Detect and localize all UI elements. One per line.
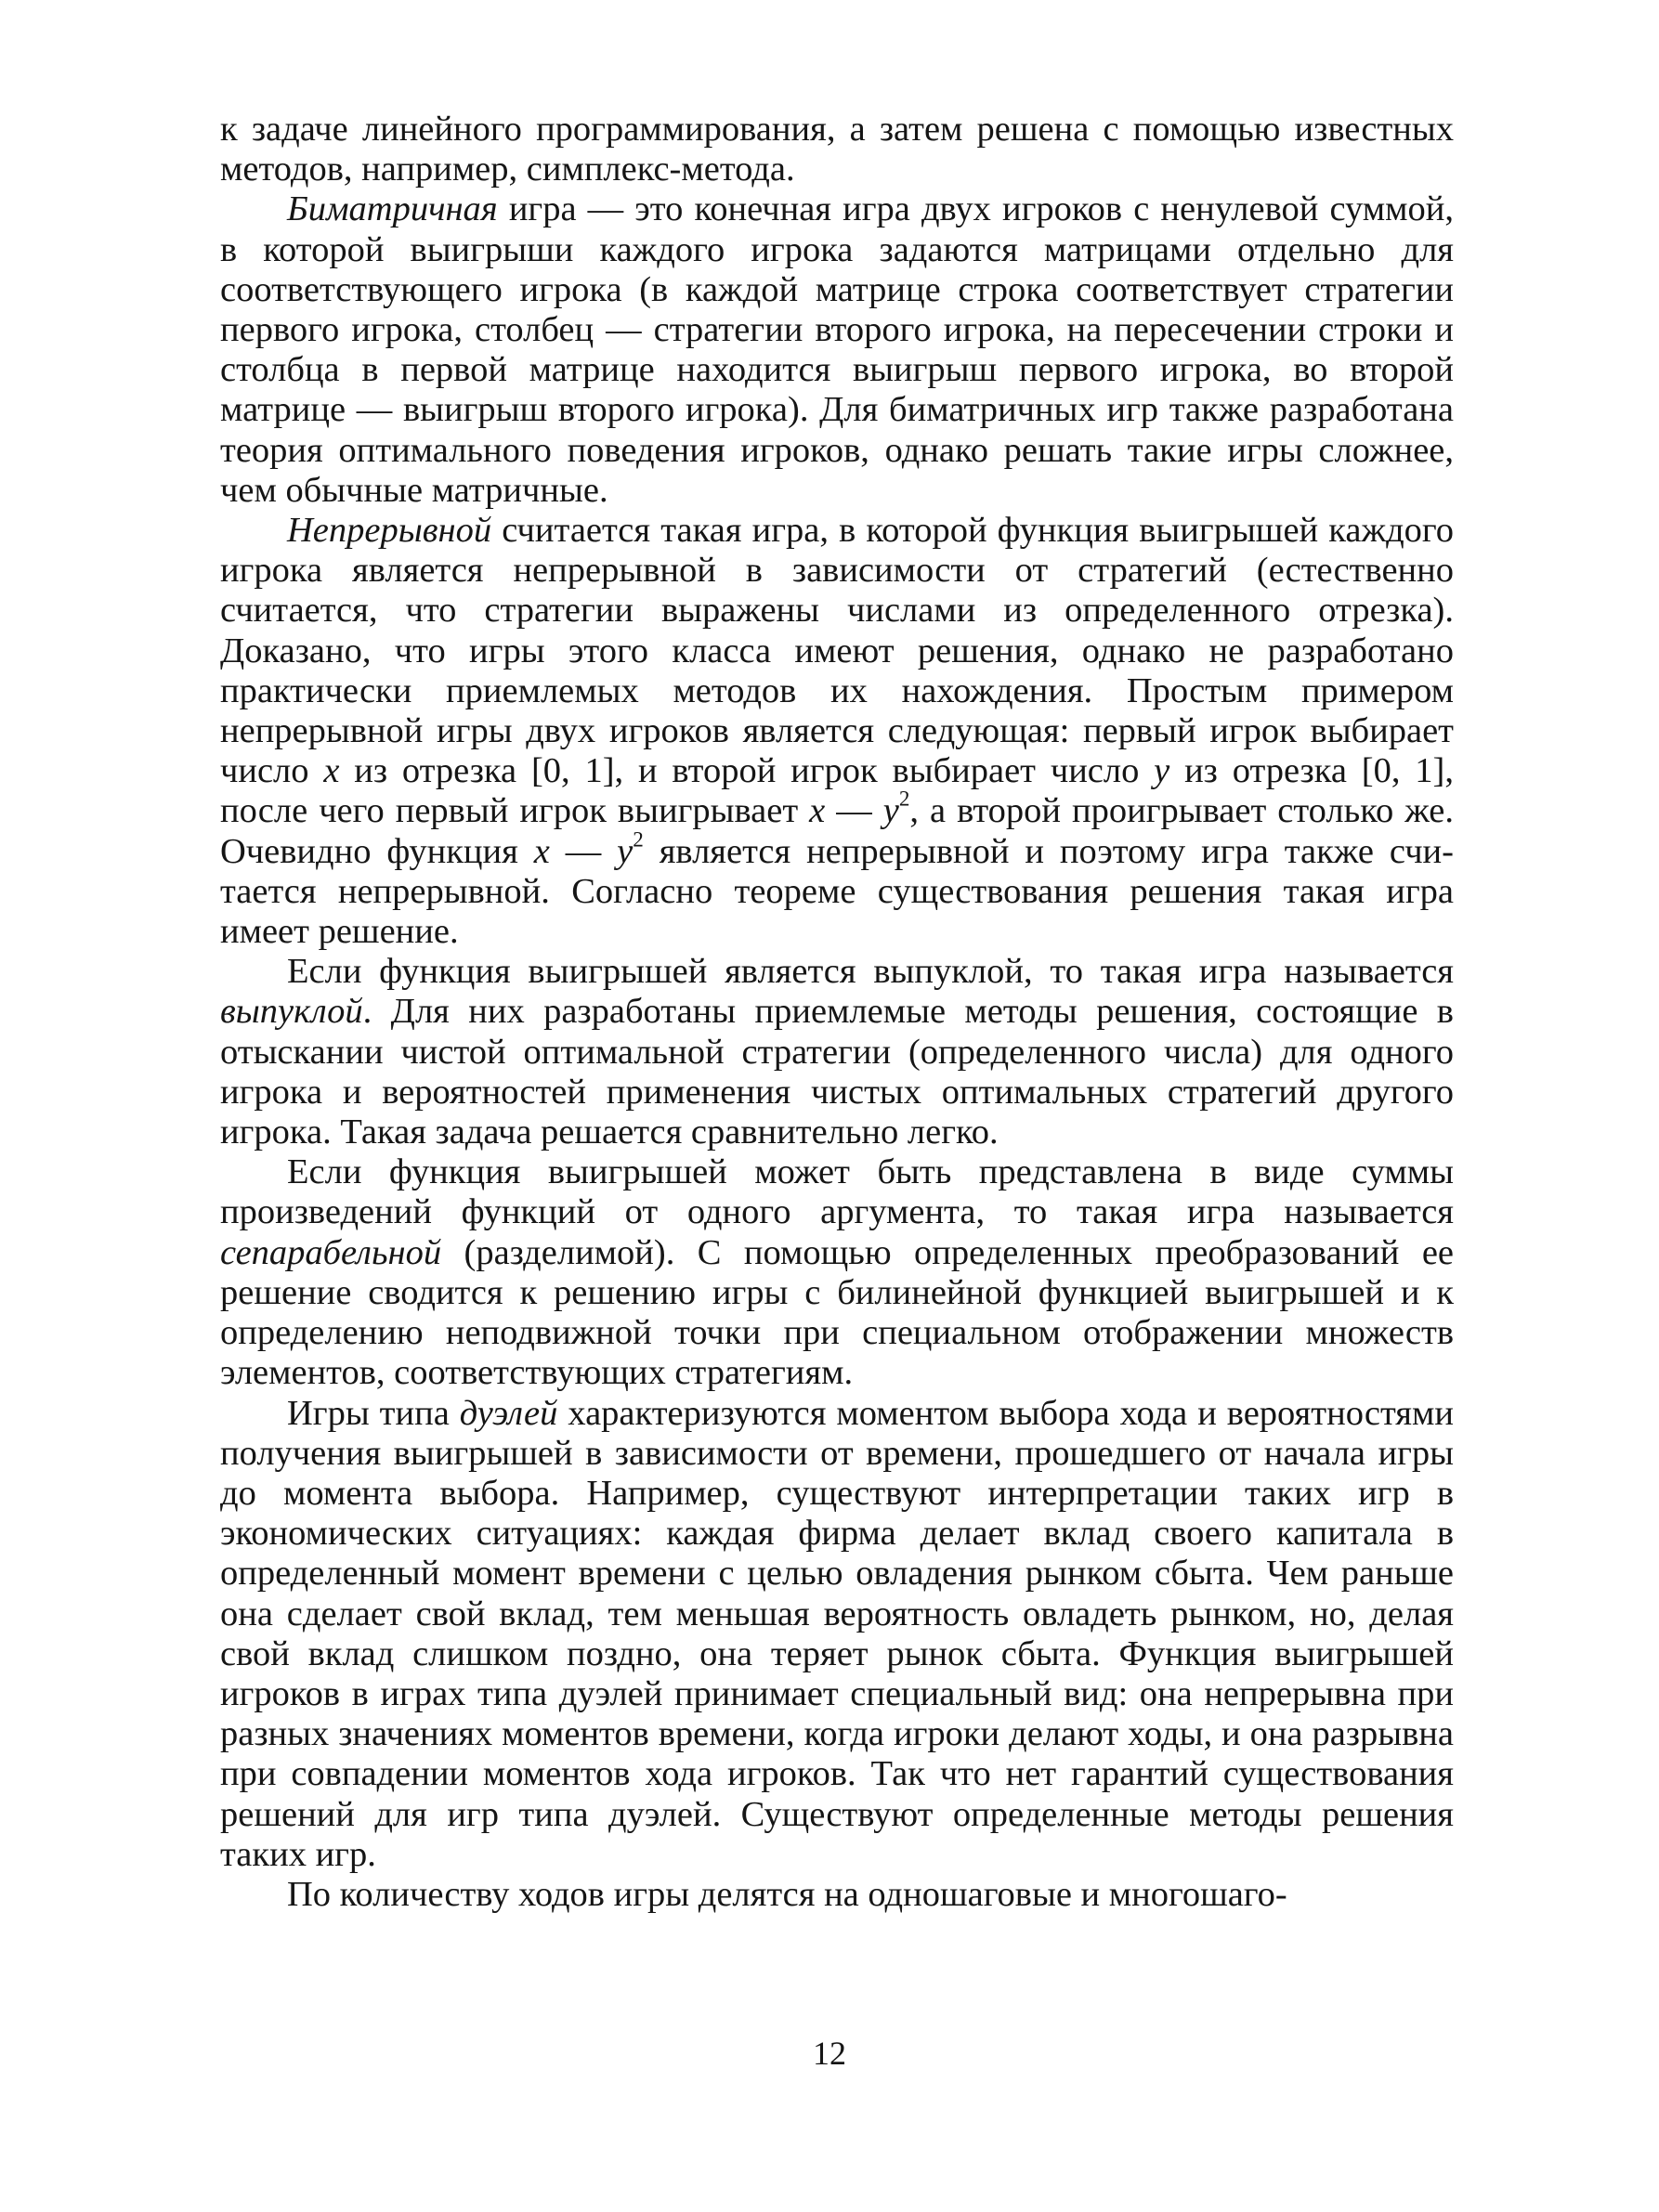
text-run: Если функция выигрышей может быть представлена в виде суммы произведений функций от одного аргумента, то такая игра называется (220, 1152, 1454, 1232)
term-bimatrix: Биматричная (287, 189, 498, 229)
paragraph-duel-games (220, 1394, 1454, 1875)
math-variable: y (882, 791, 899, 831)
text-run: , а второй проигрывает столько же. Очевидно функция (220, 791, 1454, 871)
text-run: (разделимой). С помощью определенных преобразований ее решение сводится к решению игры с билинейной функцией выигрышей и к определению неподвижной точки при специальном отображении множеств элементов, соответствующих стратегиям. (220, 1232, 1454, 1393)
page-number: 12 (813, 2035, 846, 2072)
math-exponent: 2 (898, 787, 910, 812)
text-run: из отрезка [0, 1], и второй игрок выбирает число (339, 751, 1155, 791)
term-convex: выпуклой (220, 992, 363, 1032)
math-variable: x (809, 791, 826, 831)
math-operator: — (825, 791, 883, 831)
paragraph-number-of-moves (220, 1875, 1454, 1915)
math-variable: y (617, 831, 634, 871)
text-run: Если функция выигрышей является выпуклой, то такая игра называется (287, 952, 1454, 992)
text-run: игра — это конечная игра двух игроков с ненулевой суммой, в которой выигрыши каждого игрока задаются матрицами отдельно для соответствующего игрока (в каждой матрице строка соответствует стратегии первого игрока, столбец — стратегии второго игрока, на пересечении строки и столбца в первой матрице находится выигрыш первого игрока, во второй матрице — выигрыш второго игрока). Для биматричных игр также разработана теория оптимального поведения игроков, однако решать такие игры сложнее, чем обычные матричные. (220, 189, 1454, 510)
term-continuous: Непрерывной (287, 511, 492, 551)
text-run: По количеству ходов игры делятся на одношаговые и многошаго- (287, 1874, 1287, 1914)
math-operator: — (549, 831, 618, 871)
text-run: из отрезка [0, 1], после чего первый игрок выигрывает (220, 751, 1454, 831)
text-run: характеризуются моментом выбора хода и вероятностями получения выигрышей в зависимости от времени, прошедшего от начала игры до момента выбора. Например, существуют интерпретации таких игр в экономических ситуациях: каждая фирма делает вклад своего капитала в определенный момент времени с целью овладения рынком сбыта. Чем раньше она сделает свой вклад, тем меньшая вероятность овладеть рынком, но, делая свой вклад слишком поздно, она теряет рынок сбыта. Функция выигрышей игроков в играх типа дуэлей принимает специальный вид: она непрерывна при разных значениях моментов времени, когда игроки делают ходы, и она разрывна при совпадении моментов хода игроков. Так что нет гарантий существования решений для игр типа дуэлей. Существуют определенные методы решения таких игр. (220, 1393, 1454, 1874)
math-variable: x (323, 751, 340, 791)
term-duels: дуэлей (459, 1393, 558, 1433)
paragraph-separable-game (220, 1152, 1454, 1393)
paragraph-continuous-game (220, 511, 1454, 952)
text-run: считается такая игра, в которой функция выигрышей каждого игрока является непрерывной в зависимости от стратегий (естественно считается, что стратегии выражены числами из определенного отрезка). Доказано, что игры этого класса имеют решения, однако не разработано практически приемлемых методов их нахождения. Простым примером непрерывной игры двух игроков является следующая: первый игрок выбирает число (220, 511, 1454, 791)
text-run: Игры типа (287, 1393, 460, 1433)
body-text (220, 110, 1454, 1915)
text-run: к задаче линейного программирования, а затем решена с помощью известных методов, например, симплекс-метода. (220, 110, 1454, 189)
term-separable: сепарабельной (220, 1232, 442, 1272)
paragraph-continuation (220, 110, 1454, 189)
text-run: . Для них разработаны приемлемые методы решения, состоящие в отыскании чистой оптимальной стратегии (определенного числа) для одного игрока и вероятностей применения чистых оптимальных стратегий другого игрока. Такая задача решается сравнительно легко. (220, 992, 1454, 1152)
paragraph-bimatrix-game (220, 189, 1454, 511)
paragraph-convex-game (220, 952, 1454, 1152)
math-exponent: 2 (633, 826, 644, 852)
math-variable: x (533, 831, 550, 871)
text-run: является непрерывной и поэтому игра также считается непрерывной. Согласно теореме существования решения такая игра имеет решение. (220, 831, 1454, 952)
math-variable: y (1154, 751, 1170, 791)
